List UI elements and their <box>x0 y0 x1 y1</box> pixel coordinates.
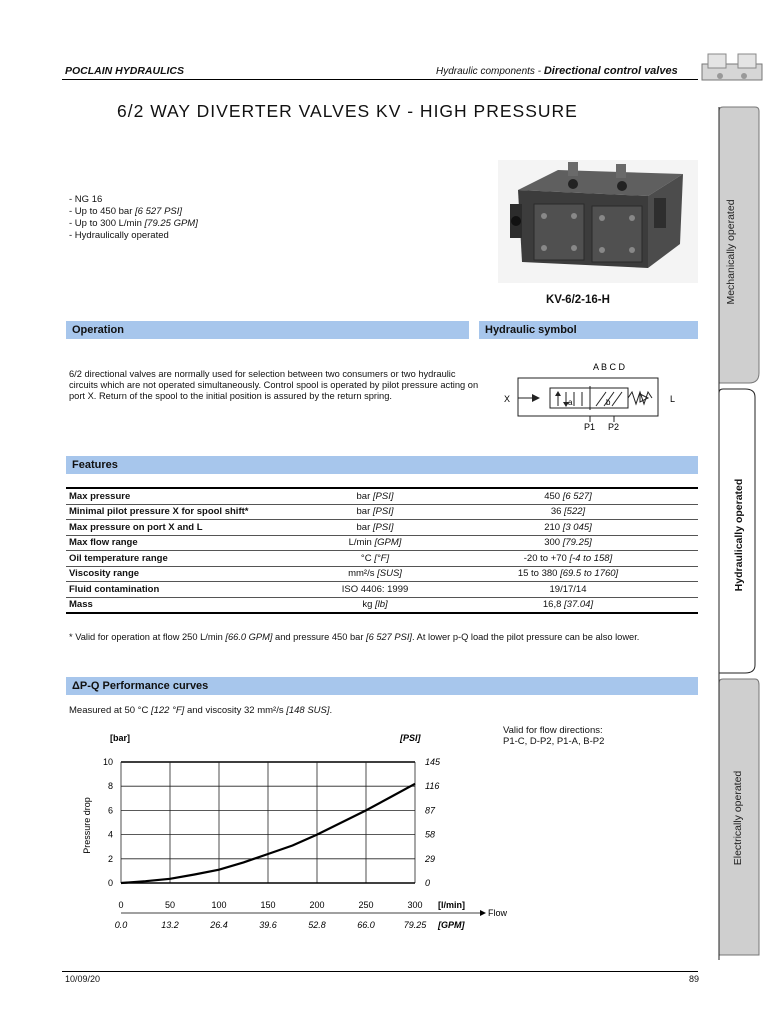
x2-tick-label: 26.4 <box>210 920 228 930</box>
y2-tick-label: 58 <box>425 829 436 840</box>
feature-param: Viscosity range <box>66 566 312 582</box>
performance-heading: ΔP-Q Performance curves <box>66 677 698 695</box>
feature-param: Mass <box>66 597 312 613</box>
valid-line: Valid for flow directions: <box>503 725 603 736</box>
feature-value <box>438 520 698 536</box>
bullet-text: - Up to 450 bar <box>69 206 136 217</box>
unit-imperial: [SUS] <box>377 568 402 580</box>
unit-imperial: [GPM] <box>374 537 402 549</box>
footer-date: 10/09/20 <box>65 974 101 984</box>
feature-value <box>438 535 698 551</box>
symbol-port-x: X <box>504 394 511 404</box>
product-photo <box>498 160 698 283</box>
x-tick-label: 0 <box>118 900 124 910</box>
y-tick-label: 0 <box>107 878 113 888</box>
table-row <box>66 488 698 504</box>
hydraulic-symbol-heading: Hydraulic symbol <box>479 321 698 339</box>
y-axis-label: Pressure drop <box>82 797 92 854</box>
y2-tick-label: 145 <box>425 757 441 767</box>
note-part: and pressure 450 bar <box>272 632 366 642</box>
header-topic: Directional control valves <box>543 65 678 77</box>
feature-value <box>438 597 698 613</box>
value-metric: 19/17/14 <box>549 583 587 595</box>
table-row <box>66 551 698 567</box>
x-tick-label: 100 <box>211 900 227 910</box>
unit-metric: kg <box>362 599 375 611</box>
x-tick-label: 300 <box>407 900 423 910</box>
table-row <box>66 535 698 551</box>
table-row <box>66 520 698 536</box>
unit-metric: bar <box>356 506 373 518</box>
feature-unit <box>312 566 438 582</box>
header-section-text: Hydraulic components - <box>436 66 544 77</box>
value-metric: 450 <box>544 490 563 502</box>
feature-unit <box>312 520 438 536</box>
feature-param: Max pressure <box>66 488 312 504</box>
features-table <box>66 487 698 614</box>
page-title: 6/2 WAY DIVERTER VALVES KV - HIGH PRESSURE <box>117 101 578 121</box>
value-imperial: [3 045] <box>562 521 592 533</box>
operation-text: 6/2 directional valves are normally used for selection between two consumers or two hydraulic circuits which are not operated simultaneously. Control spool is operated by pilot pressure acting on port X. Return of the spool to the initial position is assured by the return spring. <box>69 369 479 401</box>
x-tick-label: 50 <box>164 900 176 910</box>
y2-tick-label: 87 <box>425 805 436 816</box>
feature-value <box>438 488 698 504</box>
feature-value <box>438 504 698 520</box>
value-metric: -20 to +70 <box>523 552 570 564</box>
y-tick-label: 10 <box>102 757 113 767</box>
table-row <box>66 582 698 598</box>
value-imperial: [69.5 to 1760] <box>560 568 619 580</box>
model-code: KV-6/2-16-H <box>546 294 610 306</box>
bullet-item <box>69 218 198 230</box>
unit-imperial: [PSI] <box>372 506 394 518</box>
value-metric: 15 to 380 <box>517 568 561 580</box>
feature-value <box>438 566 698 582</box>
feature-param: Max flow range <box>66 535 312 551</box>
feature-param: Fluid contamination <box>66 582 312 598</box>
x2-tick-label: 13.2 <box>161 920 179 930</box>
bullet-text: - Up to 300 L/min <box>69 218 145 229</box>
hydraulic-symbol-diagram <box>500 358 700 436</box>
symbol-pos-b: b <box>606 398 611 407</box>
feature-param: Oil temperature range <box>66 551 312 567</box>
unit-imperial: [PSI] <box>372 490 394 502</box>
table-row <box>66 566 698 582</box>
bullet-text: - Hydraulically operated <box>69 230 169 241</box>
unit-imperial: [PSI] <box>372 521 394 533</box>
valid-line: P1-C, D-P2, P1-A, B-P2 <box>503 736 605 747</box>
x-tick-label: 250 <box>358 900 374 910</box>
unit-metric: ISO 4406: 1999 <box>341 583 409 595</box>
x-unit-top: [l/min] <box>438 900 465 910</box>
page-number: 89 <box>688 974 699 984</box>
x2-tick-label: 39.6 <box>259 920 277 930</box>
measured-text: and viscosity 32 mm²/s <box>184 705 287 716</box>
note-imperial: [6 527 PSI] <box>366 632 412 642</box>
y-tick-label: 6 <box>107 805 113 816</box>
feature-unit <box>312 551 438 567</box>
measured-text: Measured at 50 °C <box>69 705 151 716</box>
feature-value <box>438 551 698 567</box>
value-imperial: [37.04] <box>564 599 594 611</box>
unit-imperial: [°F] <box>374 552 390 564</box>
bullet-imperial: [79.25 GPM] <box>144 218 198 229</box>
unit-metric: °C <box>360 552 375 564</box>
feature-unit <box>312 488 438 504</box>
feature-unit <box>312 535 438 551</box>
value-metric: 16,8 <box>542 599 565 611</box>
feature-param: Max pressure on port X and L <box>66 520 312 536</box>
bullet-text: - NG 16 <box>69 194 103 205</box>
valve-thumbnail-icon <box>700 50 768 90</box>
x-unit-bottom: [GPM] <box>438 920 465 930</box>
measurement-conditions <box>69 705 332 716</box>
tab-mechanically-operated-label: Mechanically operated <box>725 199 737 305</box>
header-rule <box>62 79 698 80</box>
y2-tick-label: 116 <box>425 781 440 792</box>
y-unit-left: [bar] <box>110 733 130 743</box>
tab-hydraulically-operated-label: Hydraulically operated <box>733 478 745 592</box>
features-footnote <box>69 632 689 643</box>
unit-metric: bar <box>356 490 373 502</box>
measured-temp-imperial: [122 °F] <box>150 705 185 716</box>
operation-heading: Operation <box>66 321 469 339</box>
unit-metric: mm²/s <box>348 568 378 580</box>
features-heading: Features <box>66 456 698 474</box>
footer-rule <box>62 971 698 972</box>
value-imperial: [-4 to 158] <box>569 552 613 564</box>
note-imperial: [66.0 GPM] <box>225 632 273 642</box>
table-row <box>66 597 698 613</box>
header-section <box>436 65 678 77</box>
unit-imperial: [lb] <box>375 599 388 611</box>
y-unit-right: [PSI] <box>400 733 421 743</box>
bullet-item <box>69 194 198 206</box>
pressure-flow-chart <box>60 728 520 938</box>
symbol-port-p1: P1 <box>584 422 596 432</box>
y-tick-label: 8 <box>107 781 113 792</box>
feature-unit <box>312 597 438 613</box>
value-metric: 210 <box>544 521 563 533</box>
bullet-item <box>69 230 198 242</box>
value-imperial: [6 527] <box>562 490 592 502</box>
tab-electrically-operated-label: Electrically operated <box>732 770 744 866</box>
x2-tick-label: 79.25 <box>403 920 427 930</box>
note-part: * Valid for operation at flow 250 L/min <box>69 632 226 642</box>
feature-param: Minimal pilot pressure X for spool shift* <box>66 504 312 520</box>
symbol-pos-a: a <box>568 398 573 407</box>
x-axis-label: Flow <box>488 908 508 918</box>
x-tick-label: 200 <box>309 900 325 910</box>
symbol-port-l: L <box>670 394 676 404</box>
bullet-item <box>69 206 198 218</box>
x2-tick-label: 0.0 <box>114 920 128 930</box>
intro-bullets <box>69 194 198 242</box>
y-tick-label: 4 <box>107 829 113 840</box>
x2-tick-label: 52.8 <box>308 920 326 930</box>
value-metric: 36 <box>550 506 565 518</box>
feature-unit <box>312 504 438 520</box>
value-imperial: [522] <box>564 506 586 518</box>
x-tick-label: 150 <box>260 900 276 910</box>
flow-arrow-icon <box>480 910 486 916</box>
x2-tick-label: 66.0 <box>357 920 375 930</box>
y2-tick-label: 29 <box>425 853 436 864</box>
feature-value <box>438 582 698 598</box>
unit-metric: L/min <box>348 537 375 549</box>
measured-visc-imperial: [148 SUS] <box>286 705 330 716</box>
symbol-top-ports: A B C D <box>593 362 626 372</box>
symbol-port-p2: P2 <box>608 422 620 432</box>
unit-metric: bar <box>356 521 373 533</box>
note-part: . At lower p-Q load the pilot pressure can be also lower. <box>412 632 640 642</box>
table-row <box>66 504 698 520</box>
y-tick-label: 2 <box>107 853 113 864</box>
feature-unit <box>312 582 438 598</box>
value-imperial: [79.25] <box>562 537 592 549</box>
value-metric: 300 <box>544 537 563 549</box>
bullet-imperial: [6 527 PSI] <box>135 206 183 217</box>
brand-name: POCLAIN HYDRAULICS <box>65 65 185 77</box>
y2-tick-label: 0 <box>425 878 431 888</box>
measured-text: . <box>329 705 333 716</box>
